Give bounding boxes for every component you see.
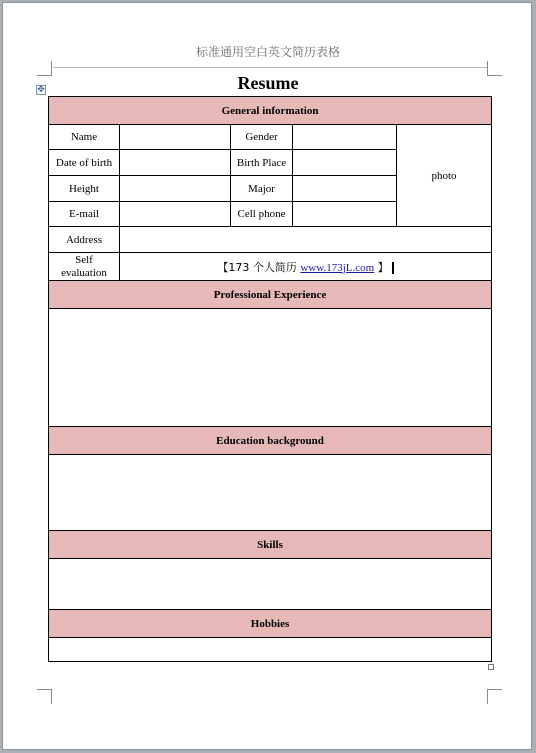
- watermark-link[interactable]: www.173jL.com: [300, 261, 375, 274]
- header-divider: [53, 67, 487, 68]
- label-address: Address: [49, 227, 120, 253]
- label-self-evaluation-line2: evaluation: [61, 266, 107, 279]
- label-name: Name: [49, 125, 120, 150]
- label-self-evaluation: [49, 253, 120, 281]
- watermark-prefix: 【173 个人简历: [217, 260, 301, 274]
- cell-gender-value[interactable]: [293, 125, 397, 150]
- cell-height-value[interactable]: [120, 176, 231, 202]
- cell-major-value[interactable]: [293, 176, 397, 202]
- experience-content[interactable]: [49, 309, 492, 427]
- cell-address-value[interactable]: [120, 227, 492, 253]
- move-cross-icon[interactable]: ✥: [37, 85, 45, 95]
- page-header: 标准通用空白英文简历表格: [195, 45, 340, 59]
- cell-birth-place-value[interactable]: [293, 150, 397, 176]
- document-title[interactable]: Resume: [237, 73, 299, 93]
- label-birth-place: Birth Place: [231, 150, 293, 176]
- section-professional-experience: Professional Experience: [49, 281, 492, 309]
- label-height: Height: [49, 176, 120, 202]
- education-content[interactable]: [49, 455, 492, 531]
- cell-email-value[interactable]: [120, 202, 231, 227]
- label-email: E-mail: [49, 202, 120, 227]
- label-self-evaluation-line1: Self: [75, 253, 93, 266]
- section-general-information: General information: [49, 97, 492, 125]
- label-date-of-birth: Date of birth: [49, 150, 120, 176]
- label-gender: Gender: [231, 125, 293, 150]
- label-cell-phone: Cell phone: [231, 202, 293, 227]
- photo-cell[interactable]: photo: [397, 125, 492, 227]
- cell-cell-phone-value[interactable]: [293, 202, 397, 227]
- cell-name-value[interactable]: [120, 125, 231, 150]
- hobbies-content[interactable]: [49, 638, 492, 662]
- table-resize-handle[interactable]: [488, 664, 494, 670]
- section-hobbies: Hobbies: [49, 610, 492, 638]
- skills-content[interactable]: [49, 559, 492, 610]
- document-page: [2, 2, 532, 750]
- cell-date-of-birth-value[interactable]: [120, 150, 231, 176]
- crop-mark-bottom-right: [487, 689, 502, 704]
- cell-self-evaluation-value[interactable]: [120, 253, 492, 281]
- crop-mark-bottom-left: [37, 689, 52, 704]
- watermark-suffix: 】: [374, 260, 389, 274]
- label-major: Major: [231, 176, 293, 202]
- text-cursor: [392, 262, 394, 274]
- resume-table: [48, 96, 492, 662]
- section-education-background: Education background: [49, 427, 492, 455]
- section-skills: Skills: [49, 531, 492, 559]
